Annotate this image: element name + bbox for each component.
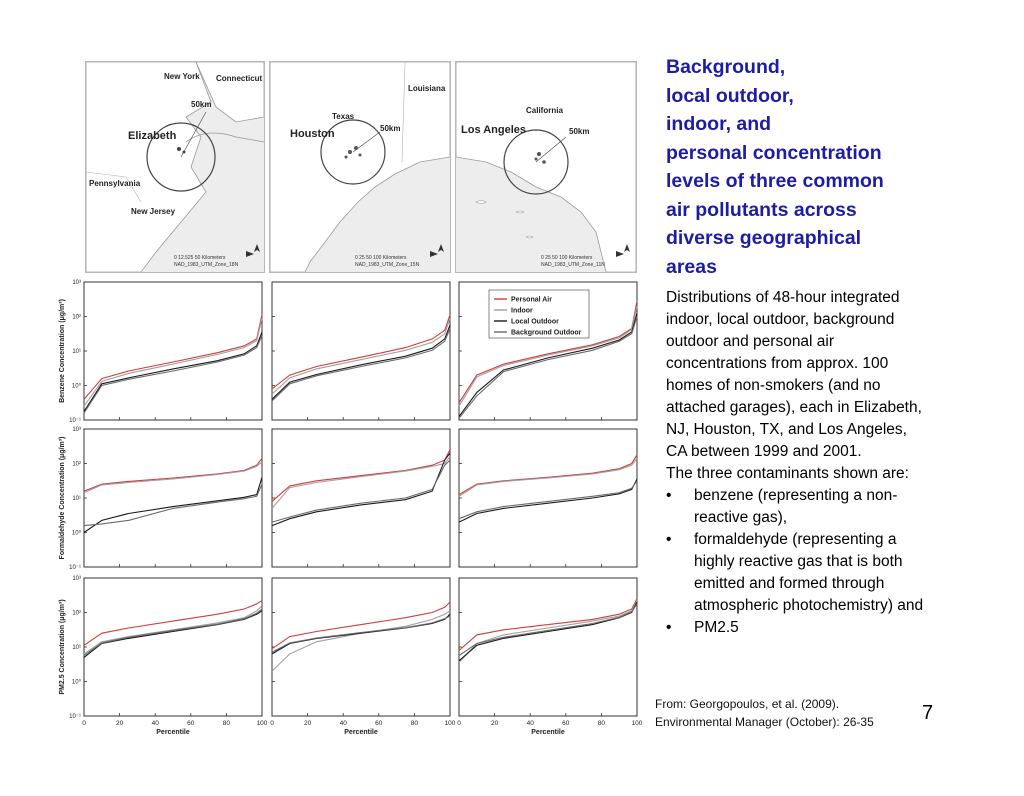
map-label-texas: Texas [332,112,355,121]
y-tick-label: 10¹ [72,349,81,355]
bullet-symbol: • [666,531,672,548]
page-number: 7 [922,702,934,724]
y-tick-label: 10³ [72,427,81,433]
y-tick-label: 10³ [72,576,81,582]
description-line: concentrations from approx. 100 [666,355,889,372]
description-line: The three contaminants shown are: [666,465,909,482]
x-tick-label: 40 [526,720,534,727]
x-tick-label: 0 [457,720,461,727]
x-tick-label: 100 [444,720,456,727]
y-axis-label: PM2.5 Concentration (μg/m³) [59,599,66,695]
description-line: homes of non-smokers (and no [666,377,881,394]
x-tick-label: 20 [303,720,312,727]
x-tick-label: 80 [222,720,231,727]
y-tick-label: 10² [72,461,81,468]
y-tick-label: 10¹ [72,645,81,651]
map-projection: NAD_1983_UTM_Zone_18N [174,262,239,268]
bullet-symbol: • [666,619,672,636]
x-tick-label: 0 [82,720,86,727]
map-label-city-elizabeth: Elizabeth [128,130,177,142]
x-axis-label: Percentile [156,729,190,736]
map-label-louisiana: Louisiana [408,84,446,93]
map-label-scale: 50km [191,100,212,109]
title-line: diverse geographical [666,227,862,249]
map-label-scale: 50km [380,124,401,133]
x-axis-label: Percentile [531,729,565,736]
x-tick-label: 60 [187,720,195,727]
bullet-line: emitted and formed through [694,575,885,592]
source-line-2: Environmental Manager (October): 26-35 [655,715,874,729]
map-label-new-jersey: New Jersey [131,207,176,216]
y-tick-label: 10² [72,314,81,321]
y-tick-label: 10⁰ [71,530,81,537]
x-tick-label: 40 [151,720,159,727]
title-line: Background, [666,56,786,78]
bullet-item [666,529,966,617]
description-line: outdoor and personal air [666,333,835,350]
map-label-city-los-angeles: Los Angeles [461,124,526,136]
y-tick-label: 10⁻¹ [69,418,81,424]
slide-title [666,53,956,281]
bullet-line: reactive gas), [694,509,788,526]
bullet-line: highly reactive gas that is both [694,553,903,570]
y-tick-label: 10¹ [72,496,81,502]
slide-description [666,287,966,639]
y-axis-label: Benzene Concentration (μg/m³) [59,299,66,403]
title-line: indoor, and [666,113,772,135]
legend-label: Local Outdoor [511,318,559,326]
description-line: indoor, local outdoor, background [666,311,895,328]
legend-label: Indoor [511,307,533,315]
x-tick-label: 100 [256,720,268,727]
map-label-scale: 50km [569,127,590,136]
x-tick-label: 40 [339,720,347,727]
y-tick-label: 10³ [72,280,81,286]
plot-panel [84,282,262,420]
title-line: levels of three common [666,170,884,192]
map-label-new-york: New York [164,72,200,81]
y-axis-label: Formaldehyde Concentration (μg/m³) [59,436,66,560]
description-line: NJ, Houston, TX, and Los Angeles, [666,421,907,438]
x-tick-label: 60 [375,720,383,727]
x-tick-label: 0 [270,720,274,727]
y-tick-label: 10⁻¹ [69,714,81,720]
source-citation [655,695,874,731]
x-tick-label: 20 [490,720,499,727]
title-line: local outdoor, [666,84,794,107]
plot-panel [84,578,262,716]
map-scalebar: 0 25 50 100 Kilometers [355,255,407,261]
map-scalebar: 0 12.525 50 Kilometers [174,255,226,261]
x-tick-label: 20 [115,720,124,727]
plot-panel [459,429,637,567]
map-scalebar: 0 25 50 100 Kilometers [541,255,593,261]
map-label-connecticut: Connecticut [216,74,263,83]
y-tick-label: 10² [72,610,81,617]
source-line-1: From: Georgopoulos, et al. (2009). [655,697,840,711]
description-line: CA between 1999 and 2001. [666,443,862,460]
bullet-line: formaldehyde (representing a [694,531,897,548]
x-axis-label: Percentile [344,729,378,736]
map-label-california: California [526,106,563,115]
map-projection: NAD_1983_UTM_Zone_11N [541,262,605,268]
title-line: air pollutants across [666,198,857,221]
description-line: Distributions of 48-hour integrated [666,289,900,306]
bullet-line: atmospheric photochemistry) and [694,597,924,614]
bullet-line: benzene (representing a non- [694,487,898,504]
x-tick-label: 100 [631,720,643,727]
description-line: attached garages), each in Elizabeth, [666,399,922,416]
map-label-pennsylvania: Pennsylvania [89,179,141,188]
plot-panel [459,578,637,716]
legend-label: Background Outdoor [511,329,582,337]
legend-label: Personal Air [511,296,552,304]
y-tick-label: 10⁰ [71,679,81,686]
bullet-item [666,485,966,529]
y-tick-label: 10⁻¹ [69,565,81,571]
x-tick-label: 60 [562,720,570,727]
plot-panel [272,578,450,716]
x-tick-label: 80 [410,720,419,727]
plot-panel [272,429,450,567]
title-line: areas [666,255,717,278]
x-tick-label: 80 [597,720,606,727]
map-projection: NAD_1983_UTM_Zone_15N [355,262,420,268]
bullet-line: PM2.5 [694,619,739,636]
map-label-city-houston: Houston [290,128,335,140]
bullet-item [666,617,966,639]
y-tick-label: 10⁰ [71,383,81,390]
bullet-symbol: • [666,487,672,504]
title-line: personal concentration [666,141,882,164]
